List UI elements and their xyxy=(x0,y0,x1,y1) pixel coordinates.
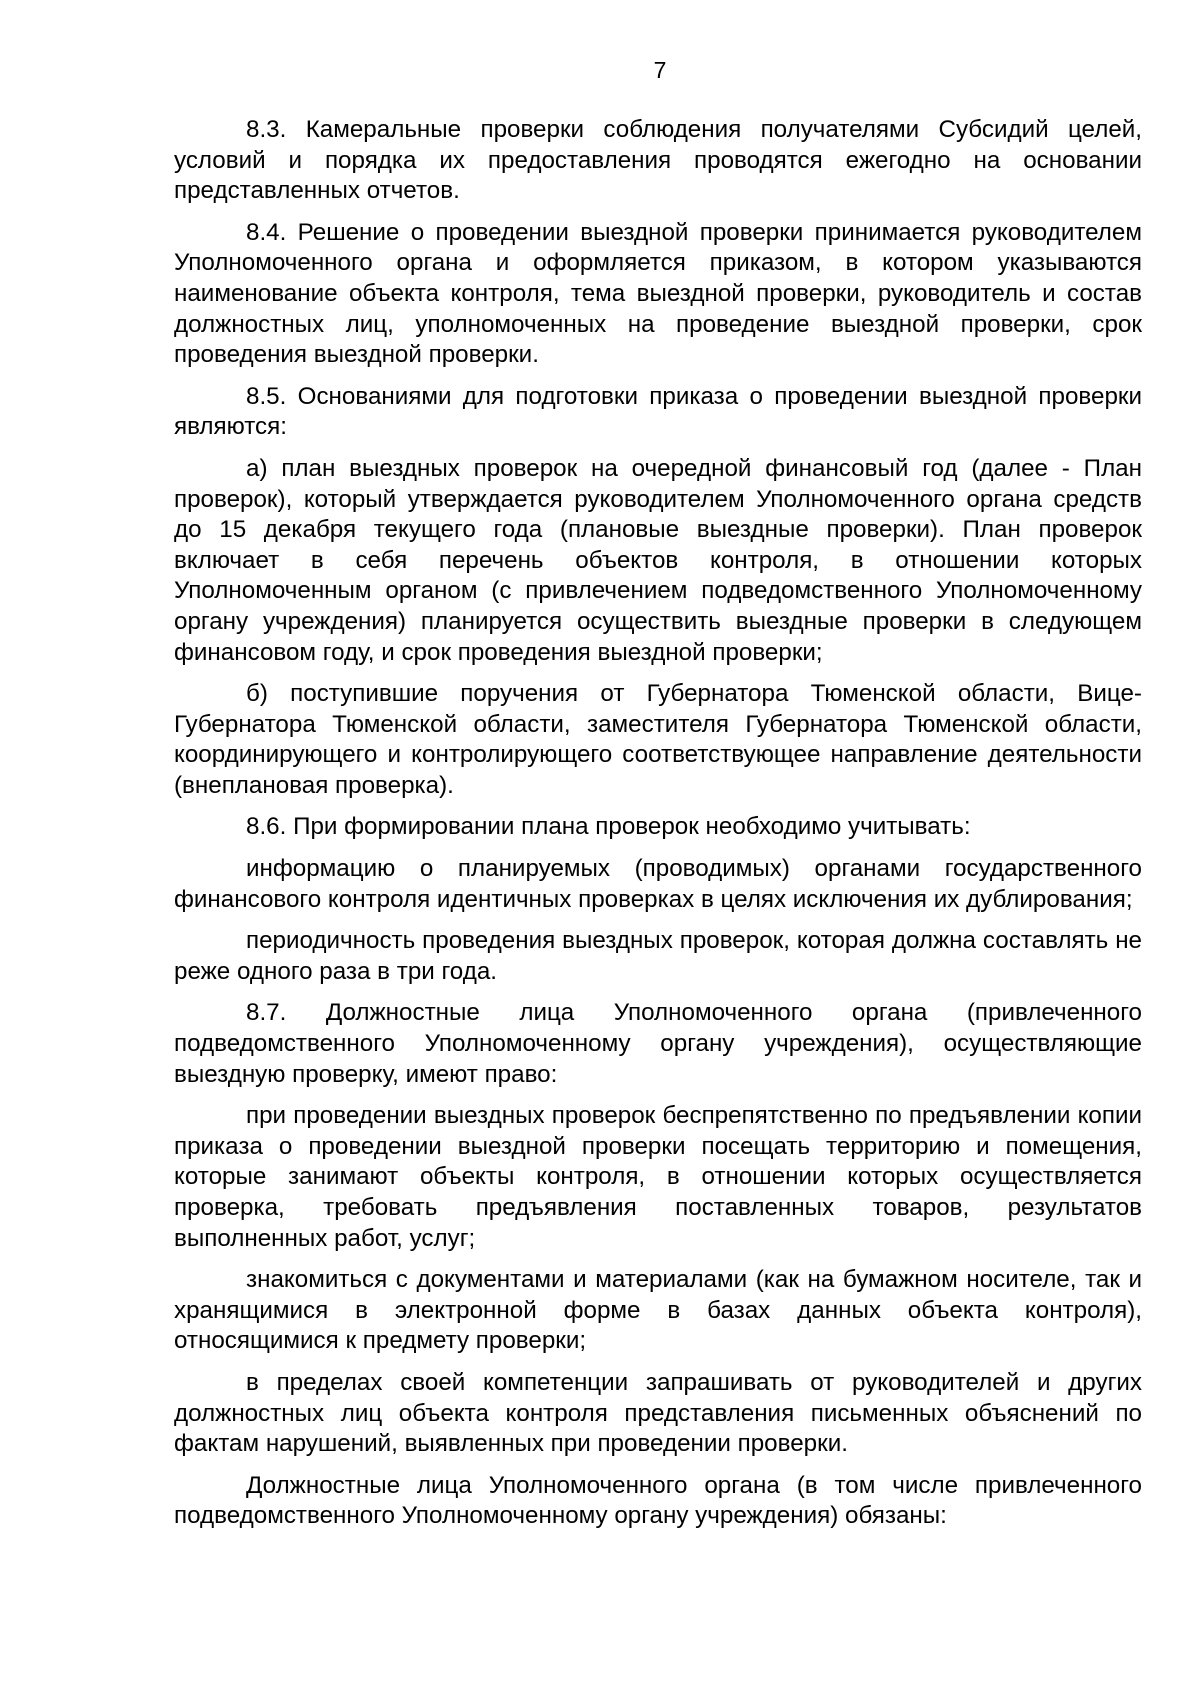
paragraph-8-6-item-1: информацию о планируемых (проводимых) органами государственного финансового контроля идентичных проверках в целях исключения их дублирования; xyxy=(174,855,1142,913)
paragraph-8-7-right-1: при проведении выездных проверок беспрепятственно по предъявлении копии приказа о проведении выездной проверки посещать территорию и помещения, которые занимают объекты контроля, в отношении которых осуществляется проверка, требовать предъявления поставленных товаров, результатов выполненных работ, услуг; xyxy=(174,1102,1142,1252)
page-number: 7 xyxy=(653,57,667,83)
paragraph-8-6: 8.6. При формировании плана проверок необходимо учитывать: xyxy=(246,813,971,841)
paragraph-8-3: 8.3. Камеральные проверки соблюдения получателями Субсидий целей, условий и порядка их предоставления проводятся ежегодно на основании представленных отчетов. xyxy=(174,116,1142,205)
paragraph-8-7-right-3: в пределах своей компетенции запрашивать от руководителей и других должностных лиц объекта контроля представления письменных объяснений по фактам нарушений, выявленных при проведении проверки. xyxy=(174,1368,1142,1458)
paragraph-8-6-item-2: периодичность проведения выездных проверок, которая должна составлять не реже одного раза в три года. xyxy=(174,927,1142,985)
paragraph-8-7: 8.7. Должностные лица Уполномоченного органа (привлеченного подведомственного Уполномоченному органу учреждения), осуществляющие выездную проверку, имеют право: xyxy=(174,999,1142,1088)
paragraph-8-4: 8.4. Решение о проведении выездной проверки принимается руководителем Уполномоченного органа и оформляется приказом, в котором указываются наименование объекта контроля, тема выездной проверки, руководитель и состав должностных лиц, уполномоченных на проведение выездной проверки, срок проведения выездной проверки. xyxy=(174,218,1142,369)
paragraph-obligations-intro: Должностные лица Уполномоченного органа (в том числе привлеченного подведомственного Уполномоченному органу учреждения) обязаны: xyxy=(174,1471,1142,1530)
paragraph-8-5-b: б) поступившие поручения от Губернатора Тюменской области, Вице-Губернатора Тюменской области, заместителя Губернатора Тюменской области, координирующего и контролирующего соответствующее направление деятельности (внеплановая проверка). xyxy=(174,680,1142,799)
paragraph-8-5-a: а) план выездных проверок на очередной финансовый год (далее - План проверок), который утверждается руководителем Уполномоченного органа средств до 15 декабря текущего года (плановые выездные проверки). План проверок включает в себя перечень объектов контроля, в отношении которых Уполномоченным органом (с привлечением подведомственного Уполномоченному органу учреждения) планируется осуществить выездные проверки в следующем финансовом году, и срок проведения выездной проверки; xyxy=(174,454,1142,666)
document-body xyxy=(174,115,1142,1543)
paragraph-8-7-right-2: знакомиться с документами и материалами (как на бумажном носителе, так и хранящимися в электронной форме в базах данных объекта контроля), относящимися к предмету проверки; xyxy=(174,1266,1142,1355)
paragraph-8-5: 8.5. Основаниями для подготовки приказа о проведении выездной проверки являются: xyxy=(174,382,1142,441)
